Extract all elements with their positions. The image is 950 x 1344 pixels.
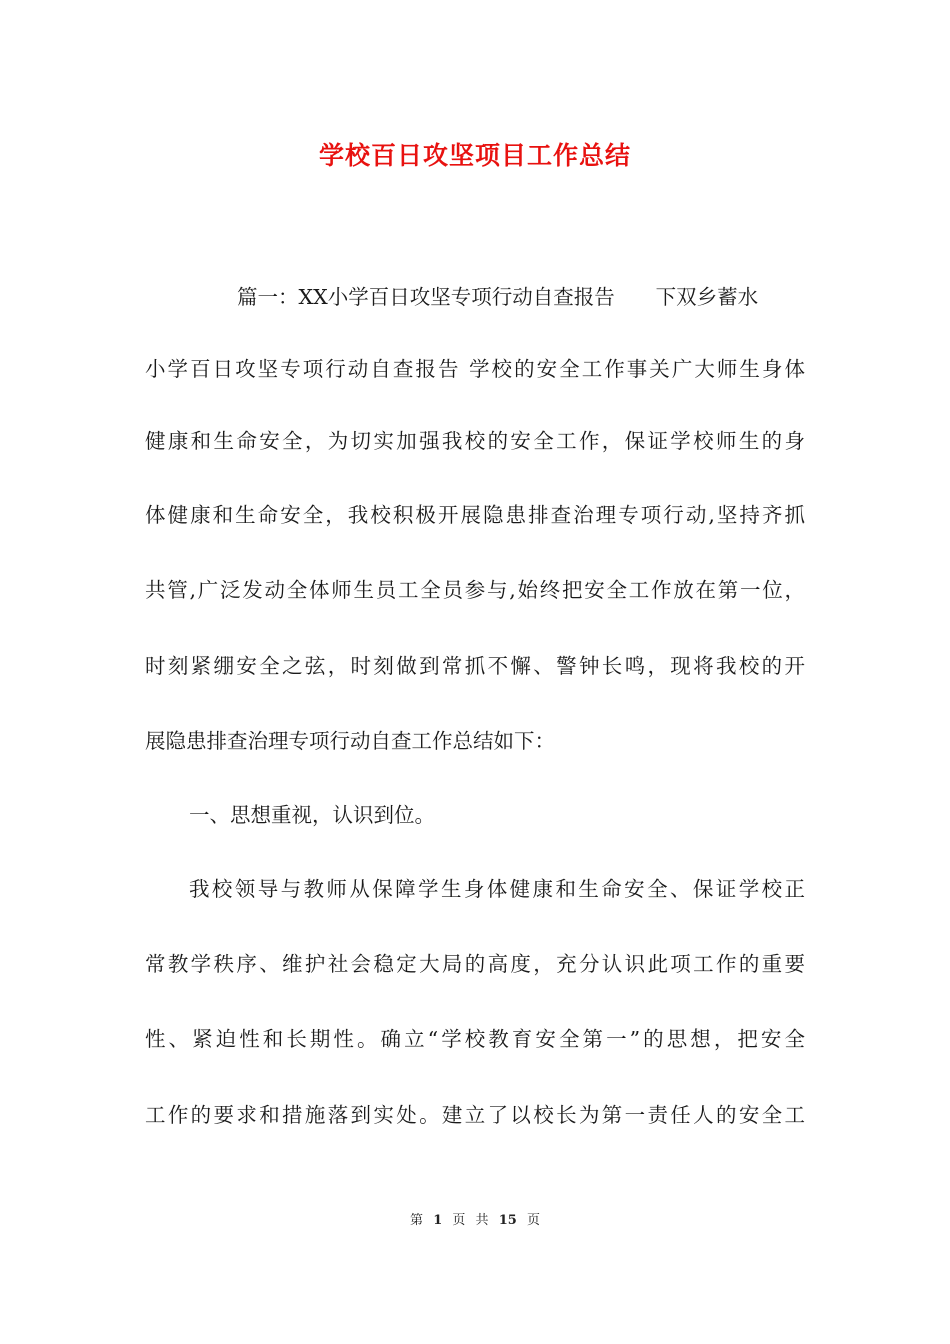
footer-prefix: 第 bbox=[410, 1213, 424, 1228]
paragraph-line: 性、紧迫性和长期性。确立“学校教育安全第一”的思想，把安全 bbox=[145, 1027, 805, 1051]
footer-suffix: 页 bbox=[526, 1213, 540, 1228]
footer-total-word: 共 bbox=[475, 1213, 489, 1228]
paragraph-line: 健康和生命安全，为切实加强我校的安全工作，保证学校师生的身 bbox=[145, 429, 805, 453]
paragraph-line: 小学百日攻坚专项行动自查报告 学校的安全工作事关广大师生身体 bbox=[145, 357, 805, 381]
total-page-number: 15 bbox=[498, 1213, 517, 1228]
paragraph-line: 体健康和生命安全，我校积极开展隐患排查治理专项行动,坚持齐抓 bbox=[145, 503, 805, 527]
paragraph-line: 展隐患排查治理专项行动自查工作总结如下： bbox=[145, 729, 555, 753]
paragraph-line: 共管,广泛发动全体师生员工全员参与,始终把安全工作放在第一位， bbox=[145, 578, 805, 602]
document-title: 学校百日攻坚项目工作总结 bbox=[318, 141, 631, 170]
section-heading: 一、思想重视，认识到位。 bbox=[189, 803, 435, 827]
current-page-number: 1 bbox=[433, 1213, 443, 1228]
paragraph-line: 工作的要求和措施落到实处。建立了以校长为第一责任人的安全工 bbox=[145, 1103, 805, 1127]
paragraph-line: 篇一：XX小学百日攻坚专项行动自查报告 下双乡蓄水 bbox=[237, 285, 759, 309]
paragraph-line: 我校领导与教师从保障学生身体健康和生命安全、保证学校正 bbox=[189, 877, 805, 901]
footer-page-word: 页 bbox=[452, 1213, 466, 1228]
page-footer bbox=[0, 1209, 950, 1228]
paragraph-line: 时刻紧绷安全之弦，时刻做到常抓不懈、警钟长鸣，现将我校的开 bbox=[145, 654, 805, 678]
paragraph-line: 常教学秩序、维护社会稳定大局的高度，充分认识此项工作的重要 bbox=[145, 952, 805, 976]
